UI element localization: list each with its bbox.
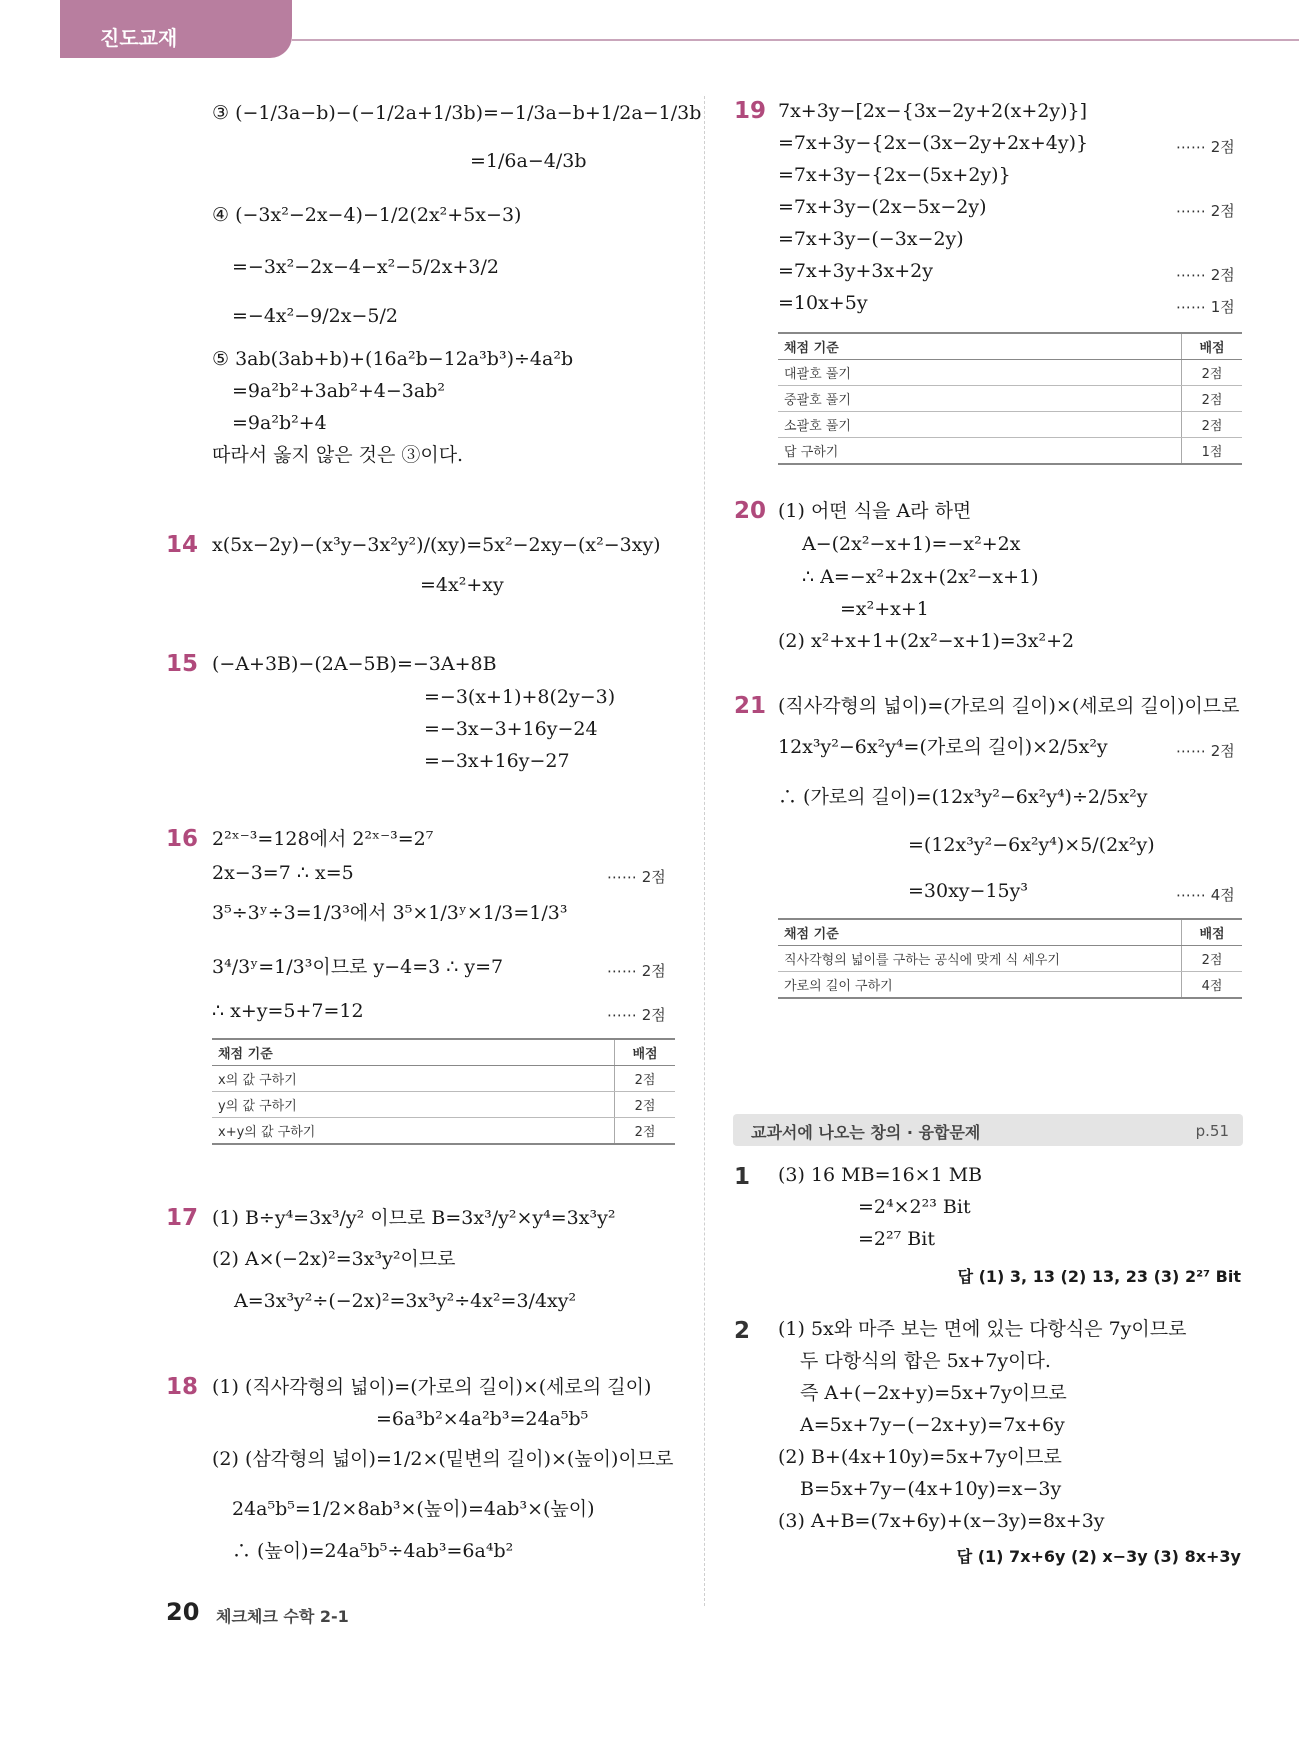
solution-line: =30xy−15y³ [908, 880, 1028, 902]
solution-line: 2²ˣ⁻³=128에서 2²ˣ⁻³=2⁷ [212, 828, 434, 850]
table-row: 소괄호 풀기 2점 [778, 412, 1242, 438]
solution-line: =4x²+xy [420, 574, 504, 596]
creative-section-title: 교과서에 나오는 창의 · 융합문제 [751, 1123, 981, 1142]
solution-line: =7x+3y−(2x−5x−2y) [778, 196, 987, 218]
solution-line: ∴ (높이)=24a⁵b⁵÷4ab³=6a⁴b² [232, 1540, 514, 1562]
column-divider [704, 96, 705, 1606]
table-header: 배점 [1182, 919, 1243, 946]
solution-line: =−4x²−9/2x−5/2 [232, 305, 398, 327]
solution-line: =7x+3y+3x+2y [778, 260, 933, 282]
solution-line: =−3x+16y−27 [424, 750, 570, 772]
solution-line: 두 다항식의 합은 5x+7y이다. [800, 1350, 1051, 1372]
solution-line: =9a²b²+4 [232, 412, 327, 434]
question-number: 2 [734, 1318, 751, 1344]
score-note: ⋯⋯ 2점 [1176, 202, 1235, 220]
solution-line: 3⁴/3ʸ=1/3³이므로 y−4=3 ∴ y=7 [212, 956, 504, 978]
score-note: ⋯⋯ 2점 [1176, 138, 1235, 156]
solution-line: =7x+3y−{2x−(5x+2y)} [778, 164, 1011, 186]
score-note: ⋯⋯ 2점 [1176, 742, 1235, 760]
table-row: 답 구하기 1점 [778, 438, 1242, 465]
solution-line: ④ (−3x²−2x−4)−1/2(2x²+5x−3) [212, 204, 522, 226]
solution-line: (1) (직사각형의 넓이)=(가로의 길이)×(세로의 길이) [212, 1376, 652, 1398]
question-number: 16 [166, 826, 199, 852]
solution-line: 24a⁵b⁵=1/2×8ab³×(높이)=4ab³×(높이) [232, 1498, 595, 1520]
question-number: 18 [166, 1374, 199, 1400]
score-note: ⋯⋯ 2점 [1176, 266, 1235, 284]
score-note: ⋯⋯ 2점 [607, 962, 666, 980]
solution-line: ∴ A=−x²+2x+(2x²−x+1) [802, 566, 1039, 588]
solution-line: (2) B+(4x+10y)=5x+7y이므로 [778, 1446, 1062, 1468]
solution-line: (1) B÷y⁴=3x³/y² 이므로 B=3x³/y²×y⁴=3x³y² [212, 1207, 616, 1229]
solution-line: ∴ x+y=5+7=12 [212, 1000, 364, 1022]
solution-line: ∴ (가로의 길이)=(12x³y²−6x²y⁴)÷2/5x²y [778, 786, 1148, 808]
solution-line: 3⁵÷3ʸ÷3=1/3³에서 3⁵×1/3ʸ×1/3=1/3³ [212, 902, 568, 924]
solution-line: (3) 16 MB=16×1 MB [778, 1164, 983, 1186]
solution-line: 7x+3y−[2x−{3x−2y+2(x+2y)}] [778, 100, 1088, 122]
table-row: 대괄호 풀기 2점 [778, 360, 1242, 386]
scoring-table [778, 332, 1242, 465]
solution-line: 따라서 옳지 않은 것은 ③이다. [212, 444, 464, 466]
scoring-table [212, 1038, 675, 1145]
page-number: 20 [166, 1598, 200, 1626]
final-answer: 답 (1) 7x+6y (2) x−3y (3) 8x+3y [956, 1547, 1241, 1566]
solution-line: (1) 어떤 식을 A라 하면 [778, 500, 972, 522]
solution-line: (1) 5x와 마주 보는 면에 있는 다항식은 7y이므로 [778, 1318, 1187, 1340]
question-number: 1 [734, 1164, 751, 1190]
chapter-tab-label: 진도교재 [100, 26, 178, 50]
solution-line: 즉 A+(−2x+y)=5x+7y이므로 [800, 1382, 1067, 1404]
solution-line: =7x+3y−(−3x−2y) [778, 228, 964, 250]
solution-line: =−3(x+1)+8(2y−3) [424, 686, 616, 708]
solution-line: ⑤ 3ab(3ab+b)+(16a²b−12a³b³)÷4a²b [212, 348, 574, 370]
score-note: ⋯⋯ 4점 [1176, 886, 1235, 904]
solution-line: =−3x−3+16y−24 [424, 718, 598, 740]
solution-line: =−3x²−2x−4−x²−5/2x+3/2 [232, 256, 499, 278]
solution-line: (2) (삼각형의 넓이)=1/2×(밑변의 길이)×(높이)이므로 [212, 1448, 674, 1470]
score-note: ⋯⋯ 2점 [607, 868, 666, 886]
solution-line: (3) A+B=(7x+6y)+(x−3y)=8x+3y [778, 1510, 1105, 1532]
solution-line: =2²⁷ Bit [858, 1228, 935, 1250]
solution-line: (−A+3B)−(2A−5B)=−3A+8B [212, 653, 497, 675]
solution-line: A=5x+7y−(−2x+y)=7x+6y [800, 1414, 1065, 1436]
solution-line: =(12x³y²−6x²y⁴)×5/(2x²y) [908, 834, 1155, 856]
solution-line: (직사각형의 넓이)=(가로의 길이)×(세로의 길이)이므로 [778, 695, 1240, 717]
solution-line: ③ (−1/3a−b)−(−1/2a+1/3b)=−1/3a−b+1/2a−1/3b [212, 102, 702, 124]
solution-line: =x²+x+1 [840, 598, 929, 620]
solution-line: (2) x²+x+1+(2x²−x+1)=3x²+2 [778, 630, 1075, 652]
question-number: 19 [734, 98, 767, 124]
page-reference: p.51 [1195, 1122, 1229, 1140]
solution-line: B=5x+7y−(4x+10y)=x−3y [800, 1478, 1062, 1500]
table-row: 직사각형의 넓이를 구하는 공식에 맞게 식 세우기 2점 [778, 946, 1242, 972]
table-row: y의 값 구하기 2점 [212, 1092, 675, 1118]
solution-line: =1/6a−4/3b [470, 150, 587, 172]
table-header: 배점 [1182, 333, 1243, 360]
table-header: 채점 기준 [778, 919, 1182, 946]
question-number: 21 [734, 693, 767, 719]
solution-line: =9a²b²+3ab²+4−3ab² [232, 380, 445, 402]
question-number: 17 [166, 1205, 199, 1231]
score-note: ⋯⋯ 1점 [1176, 298, 1235, 316]
score-note: ⋯⋯ 2점 [607, 1006, 666, 1024]
solution-line: x(5x−2y)−(x³y−3x²y²)/(xy)=5x²−2xy−(x²−3xy) [212, 534, 661, 556]
table-row: x+y의 값 구하기 2점 [212, 1118, 675, 1145]
question-number: 20 [734, 498, 767, 524]
table-header: 채점 기준 [778, 333, 1182, 360]
solution-line: A−(2x²−x+1)=−x²+2x [802, 533, 1021, 555]
table-header: 배점 [615, 1039, 676, 1066]
scoring-table [778, 918, 1242, 999]
solution-line: 2x−3=7 ∴ x=5 [212, 862, 354, 884]
question-number: 15 [166, 651, 199, 677]
table-header: 채점 기준 [212, 1039, 615, 1066]
solution-line: =6a³b²×4a²b³=24a⁵b⁵ [376, 1408, 589, 1430]
solution-line: =2⁴×2²³ Bit [858, 1196, 971, 1218]
solution-line: A=3x³y²÷(−2x)²=3x³y²÷4x²=3/4xy² [234, 1290, 577, 1312]
solution-line: 12x³y²−6x²y⁴=(가로의 길이)×2/5x²y [778, 736, 1108, 758]
question-number: 14 [166, 532, 199, 558]
solution-line: (2) A×(−2x)²=3x³y²이므로 [212, 1248, 456, 1270]
creative-section-header [733, 1114, 1243, 1146]
header-rule [292, 39, 1299, 41]
final-answer: 답 (1) 3, 13 (2) 13, 23 (3) 2²⁷ Bit [957, 1267, 1241, 1286]
solution-line: =10x+5y [778, 292, 868, 314]
table-row: 중괄호 풀기 2점 [778, 386, 1242, 412]
table-row: 가로의 길이 구하기 4점 [778, 972, 1242, 999]
table-row: x의 값 구하기 2점 [212, 1066, 675, 1092]
solution-line: =7x+3y−{2x−(3x−2y+2x+4y)} [778, 132, 1089, 154]
book-title: 체크체크 수학 2-1 [216, 1607, 349, 1626]
